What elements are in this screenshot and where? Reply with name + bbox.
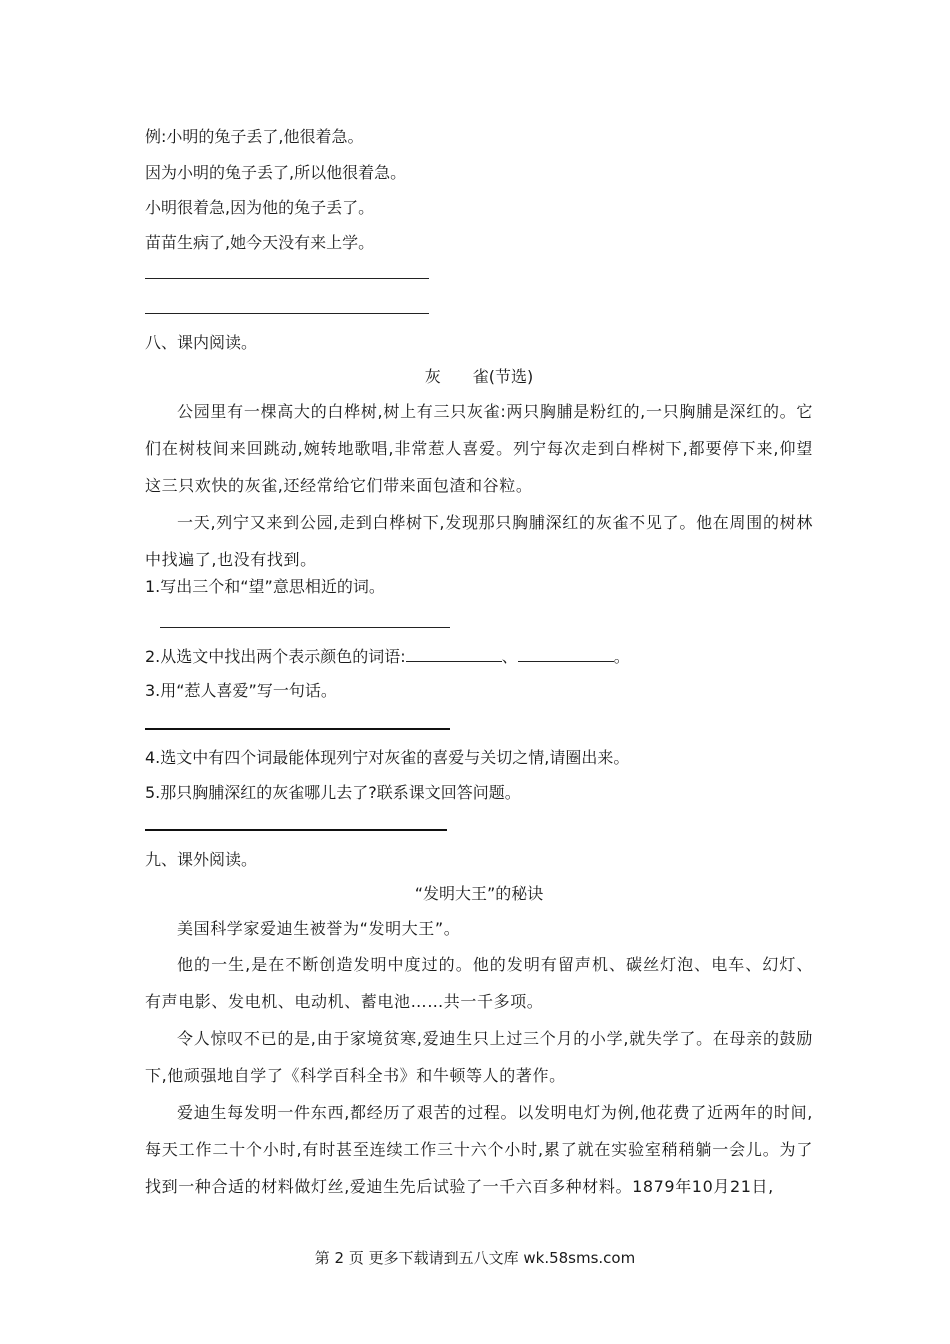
question-1: 1.写出三个和“望”意思相近的词。 xyxy=(145,577,385,596)
task-sentence: 苗苗生病了,她今天没有来上学。 xyxy=(145,233,375,252)
answer-sentence-2: 小明很着急,因为他的兔子丢了。 xyxy=(145,198,375,217)
question-3: 3.用“惹人喜爱”写一句话。 xyxy=(145,681,337,700)
section-8-paragraph-1: 公园里有一棵高大的白桦树,树上有三只灰雀:两只胸脯是粉红的,一只胸脯是深红的。它们在树枝间来回跳动,婉转地歌唱,非常惹人喜爱。列宁每次走到白桦树下,都要停下来,仰望这三只欢快的灰雀,还经常给它们带来面包渣和谷粒。 xyxy=(145,402,813,495)
question-2-end: 。 xyxy=(613,647,630,666)
section-9-paragraph-4: 爱迪生每发明一件东西,都经历了艰苦的过程。以发明电灯为例,他花费了近两年的时间,每天工作二十个小时,有时甚至连续工作三十六个小时,累了就在实验室稍稍躺一会儿。为了找到一种合适的材料做灯丝,爱迪生先后试验了一千六百多种材料。1879年10月21日, xyxy=(145,1103,813,1196)
section-8-title: 灰 雀(节选) xyxy=(424,367,534,386)
question-2 xyxy=(145,647,630,667)
answer-line-1[interactable] xyxy=(145,278,429,279)
question-2-prompt: 2.从选文中找出两个表示颜色的词语: xyxy=(145,647,406,666)
section-8-heading: 八、课内阅读。 xyxy=(145,333,258,352)
question-4: 4.选文中有四个词最能体现列宁对灰雀的喜爱与关切之情,请圈出来。 xyxy=(145,748,630,767)
section-8-paragraph-2: 一天,列宁又来到公园,走到白桦树下,发现那只胸脯深红的灰雀不见了。他在周围的树林中找遍了,也没有找到。 xyxy=(145,513,813,569)
question-2-blank-1[interactable] xyxy=(406,647,502,662)
question-1-answer-line[interactable] xyxy=(160,627,450,628)
question-5-answer-line[interactable] xyxy=(145,829,447,831)
example-sentence: 例:小明的兔子丢了,他很着急。 xyxy=(145,127,364,146)
answer-line-2[interactable] xyxy=(145,313,429,314)
section-9-heading: 九、课外阅读。 xyxy=(145,850,258,869)
section-9-paragraph-3: 令人惊叹不已的是,由于家境贫寒,爱迪生只上过三个月的小学,就失学了。在母亲的鼓励下,他顽强地自学了《科学百科全书》和牛顿等人的著作。 xyxy=(145,1029,813,1085)
question-3-answer-line[interactable] xyxy=(145,728,450,730)
section-9-paragraph-2: 他的一生,是在不断创造发明中度过的。他的发明有留声机、碳丝灯泡、电车、幻灯、有声电影、发电机、电动机、蓄电池……共一千多项。 xyxy=(145,955,813,1011)
page-footer: 第 2 页 更多下载请到五八文库 wk.58sms.com xyxy=(314,1249,636,1267)
section-9-title: “发明大王”的秘诀 xyxy=(414,884,544,903)
section-9-paragraph-1: 美国科学家爱迪生被誉为“发明大王”。 xyxy=(177,919,461,938)
answer-sentence-1: 因为小明的兔子丢了,所以他很着急。 xyxy=(145,163,407,182)
question-5: 5.那只胸脯深红的灰雀哪儿去了?联系课文回答问题。 xyxy=(145,783,521,802)
question-2-blank-2[interactable] xyxy=(518,647,614,662)
question-2-separator: 、 xyxy=(501,647,518,666)
